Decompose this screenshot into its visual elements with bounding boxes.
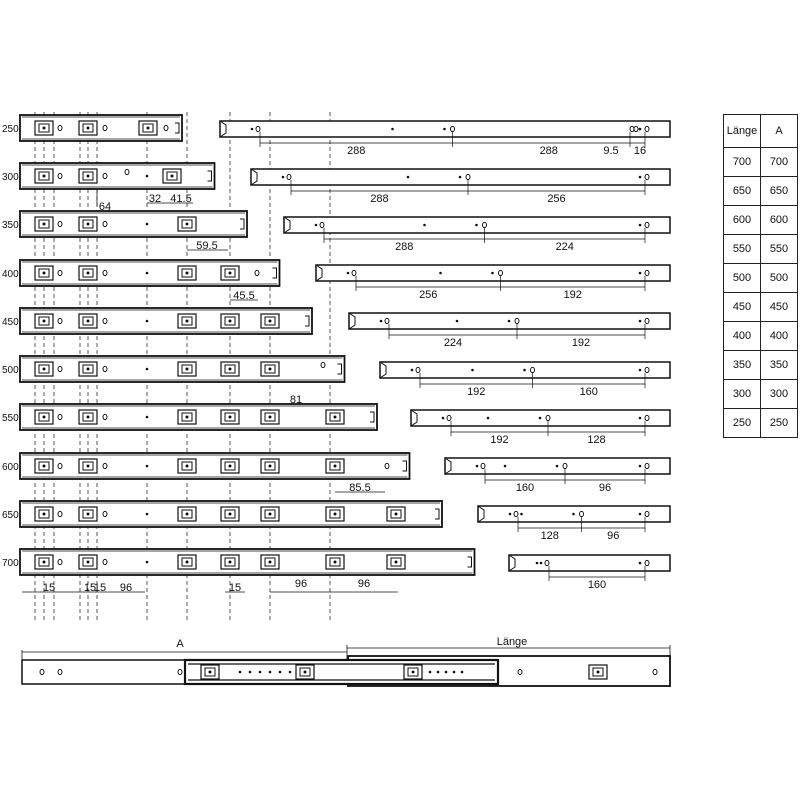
hole-dot [471, 369, 474, 372]
dim-a-label: A [176, 638, 184, 650]
rail-length-label: 450 [2, 317, 19, 328]
hole-dot [146, 272, 149, 275]
table-row [724, 322, 798, 351]
hole-dot [639, 513, 642, 516]
table-cell-a: 300 [761, 380, 798, 409]
bracket-pin [334, 416, 337, 419]
size-table-header-a: A [761, 115, 798, 148]
dim-value: 192 [490, 434, 509, 446]
hole-dot [259, 671, 262, 674]
right-rail-5 [349, 313, 670, 349]
bracket-pin [334, 465, 337, 468]
hole-dot [639, 320, 642, 323]
table-cell-a: 500 [761, 264, 798, 293]
hole-dot [491, 272, 494, 275]
bracket-pin [186, 223, 189, 226]
hole-dot [239, 671, 242, 674]
rail-body [20, 404, 377, 430]
hole-dot [453, 671, 456, 674]
hole-dot [437, 671, 440, 674]
dim-value: 192 [563, 289, 582, 301]
bracket-pin [87, 223, 90, 226]
hole-dot [391, 128, 394, 131]
bracket-pin [229, 465, 232, 468]
right-rail-3 [284, 217, 670, 253]
dim-59-5: 59.5 [196, 240, 218, 252]
hole-dot [456, 320, 459, 323]
bracket-pin [87, 368, 90, 371]
dim-value: 256 [419, 289, 438, 301]
table-cell-a: 250 [761, 409, 798, 438]
bracket-pin [334, 513, 337, 516]
dim-value: 256 [547, 193, 566, 205]
left-rail-250 [2, 115, 182, 141]
bracket-pin [269, 368, 272, 371]
hole-dot [146, 561, 149, 564]
rail-length-label: 700 [2, 558, 19, 569]
hole-dot [442, 417, 445, 420]
table-row [724, 264, 798, 293]
hole-dot [347, 272, 350, 275]
dim-value: 16 [633, 145, 647, 157]
bracket-pin [304, 671, 307, 674]
left-rail-450 [2, 308, 312, 334]
dim-64: 64 [98, 201, 112, 213]
bracket-pin [334, 561, 337, 564]
table-cell-length: 400 [724, 322, 761, 351]
bracket-pin [171, 175, 174, 178]
size-table [723, 114, 798, 438]
rail-body [20, 308, 312, 334]
left-rail-350 [2, 211, 247, 237]
left-rail-700 [2, 549, 475, 575]
right-rail-9 [478, 506, 670, 542]
hole-dot [146, 223, 149, 226]
dim-value: 128 [540, 530, 559, 542]
bracket-pin [229, 513, 232, 516]
table-cell-length: 250 [724, 409, 761, 438]
dim-15: 15 [42, 582, 56, 594]
bracket-pin [43, 320, 46, 323]
table-row [724, 409, 798, 438]
table-cell-length: 350 [724, 351, 761, 380]
table-cell-a: 550 [761, 235, 798, 264]
hole-dot [423, 224, 426, 227]
hole-dot [475, 224, 478, 227]
bracket-pin [87, 175, 90, 178]
hole-dot [146, 175, 149, 178]
bracket-pin [186, 416, 189, 419]
bracket-pin [229, 320, 232, 323]
bracket-pin [186, 513, 189, 516]
dim-81: 81 [289, 394, 303, 406]
dim-value: 9.5 [603, 145, 619, 157]
hole-dot [540, 562, 543, 565]
table-cell-length: 600 [724, 206, 761, 235]
hole-dot [523, 369, 526, 372]
bracket-pin [269, 513, 272, 516]
dim-value: 96 [598, 482, 612, 494]
hole-dot [439, 272, 442, 275]
dim-85-5: 85.5 [349, 482, 371, 494]
bracket-pin [229, 561, 232, 564]
dim-96: 96 [294, 578, 308, 590]
rail-body [509, 555, 670, 571]
hole-dot [639, 562, 642, 565]
table-row [724, 380, 798, 409]
rail-length-label: 400 [2, 269, 19, 280]
rail-length-label: 650 [2, 510, 19, 521]
bracket-pin [87, 320, 90, 323]
rail-length-label: 300 [2, 172, 19, 183]
bracket-pin [43, 416, 46, 419]
bracket-pin [412, 671, 415, 674]
right-rail-4 [316, 265, 670, 301]
dim-45-5: 45.5 [233, 290, 255, 302]
bracket-pin [395, 513, 398, 516]
left-rail-400 [2, 260, 280, 286]
hole-dot [536, 562, 539, 565]
bracket-pin [269, 561, 272, 564]
dim-value: 288 [539, 145, 558, 157]
dim-41-5: 41.5 [170, 193, 192, 205]
rail-length-label: 350 [2, 220, 19, 231]
dim-15: 15 [83, 582, 97, 594]
bracket-pin [229, 272, 232, 275]
hole-dot [282, 176, 285, 179]
rail-body [20, 260, 280, 286]
bracket-pin [186, 465, 189, 468]
bracket-pin [269, 320, 272, 323]
hole-dot [459, 176, 462, 179]
hole-dot [461, 671, 464, 674]
hole-dot [639, 224, 642, 227]
dim-value: 224 [443, 337, 463, 349]
bracket-pin [269, 465, 272, 468]
hole-dot [509, 513, 512, 516]
bracket-pin [43, 465, 46, 468]
right-rail-10 [509, 555, 670, 591]
rail-length-label: 250 [2, 124, 19, 135]
hole-dot [146, 465, 149, 468]
table-row [724, 206, 798, 235]
table-cell-a: 450 [761, 293, 798, 322]
hole-dot [315, 224, 318, 227]
hole-dot [146, 320, 149, 323]
hole-dot [639, 417, 642, 420]
hole-dot [429, 671, 432, 674]
bracket-pin [87, 513, 90, 516]
hole-dot [380, 320, 383, 323]
table-row [724, 351, 798, 380]
dim-value: 160 [587, 579, 607, 591]
hole-dot [269, 671, 272, 674]
dim-96: 96 [357, 578, 371, 590]
left-rail-300 [2, 163, 215, 189]
dim-value: 160 [579, 386, 598, 398]
table-cell-length: 300 [724, 380, 761, 409]
hole-dot [445, 671, 448, 674]
dim-value: 288 [395, 241, 414, 253]
right-rail-7 [411, 410, 670, 446]
bracket-pin [186, 320, 189, 323]
dim-value: 288 [347, 145, 366, 157]
dim-value: 192 [571, 337, 591, 349]
bracket-pin [229, 416, 232, 419]
table-cell-a: 700 [761, 148, 798, 177]
table-row [724, 293, 798, 322]
hole-dot [251, 128, 254, 131]
table-cell-length: 650 [724, 177, 761, 206]
dim-15: 15 [93, 582, 107, 594]
bracket-pin [395, 561, 398, 564]
hole-dot [443, 128, 446, 131]
hole-dot [249, 671, 252, 674]
hole-dot [520, 513, 523, 516]
bracket-pin [597, 671, 600, 674]
table-row [724, 235, 798, 264]
bracket-pin [186, 561, 189, 564]
hole-dot [487, 417, 490, 420]
size-table-header-length: Länge [724, 115, 761, 148]
bracket-pin [43, 175, 46, 178]
table-cell-length: 550 [724, 235, 761, 264]
bracket-pin [87, 272, 90, 275]
bracket-pin [269, 416, 272, 419]
rail-length-label: 600 [2, 462, 19, 473]
bracket-pin [87, 416, 90, 419]
rail-length-label: 550 [2, 413, 19, 424]
bracket-pin [87, 561, 90, 564]
table-cell-a: 350 [761, 351, 798, 380]
hole-dot [639, 272, 642, 275]
table-cell-length: 450 [724, 293, 761, 322]
bracket-pin [43, 513, 46, 516]
hole-dot [572, 513, 575, 516]
hole-dot [639, 128, 642, 131]
right-rail-2 [251, 169, 670, 205]
table-cell-length: 700 [724, 148, 761, 177]
hole-dot [279, 671, 282, 674]
hole-dot [639, 176, 642, 179]
hole-dot [556, 465, 559, 468]
left-rail-500 [2, 356, 345, 382]
hole-dot [639, 369, 642, 372]
dim-length-label: Länge [496, 636, 528, 648]
dim-value: 288 [370, 193, 389, 205]
size-table-header-row [724, 115, 798, 148]
hole-dot [289, 671, 292, 674]
right-rail-8 [445, 458, 670, 494]
right-rail-1 [220, 121, 670, 157]
rail-length-label: 500 [2, 365, 19, 376]
right-rail-6 [380, 362, 670, 398]
bracket-pin [186, 368, 189, 371]
dim-32: 32 [148, 193, 162, 205]
dim-value: 128 [587, 434, 606, 446]
hole-dot [146, 513, 149, 516]
dim-96: 96 [119, 582, 133, 594]
bracket-pin [43, 368, 46, 371]
bracket-pin [87, 127, 90, 130]
hole-dot [639, 465, 642, 468]
left-rail-550 [2, 404, 377, 430]
hole-dot [508, 320, 511, 323]
hole-dot [146, 368, 149, 371]
bracket-pin [87, 465, 90, 468]
hole-dot [146, 416, 149, 419]
assembly-view [22, 636, 670, 686]
dim-value: 96 [607, 530, 620, 542]
dim-value: 160 [515, 482, 535, 494]
table-cell-a: 400 [761, 322, 798, 351]
dim-value: 192 [467, 386, 486, 398]
table-row [724, 177, 798, 206]
table-row [724, 148, 798, 177]
bracket-pin [147, 127, 150, 130]
bracket-pin [43, 223, 46, 226]
hole-dot [407, 176, 410, 179]
bracket-pin [43, 272, 46, 275]
bracket-pin [186, 272, 189, 275]
table-cell-a: 650 [761, 177, 798, 206]
dim-value: 224 [555, 241, 574, 253]
bracket-pin [229, 368, 232, 371]
left-rail-600 [2, 453, 410, 479]
hole-dot [539, 417, 542, 420]
hole-dot [411, 369, 414, 372]
hole-dot [504, 465, 507, 468]
dim-15: 15 [228, 582, 242, 594]
bracket-pin [43, 127, 46, 130]
left-rail-650 [2, 501, 442, 527]
bracket-pin [209, 671, 212, 674]
bracket-pin [43, 561, 46, 564]
hole-dot [476, 465, 479, 468]
table-cell-length: 500 [724, 264, 761, 293]
rail-body [20, 211, 247, 237]
table-cell-a: 600 [761, 206, 798, 235]
